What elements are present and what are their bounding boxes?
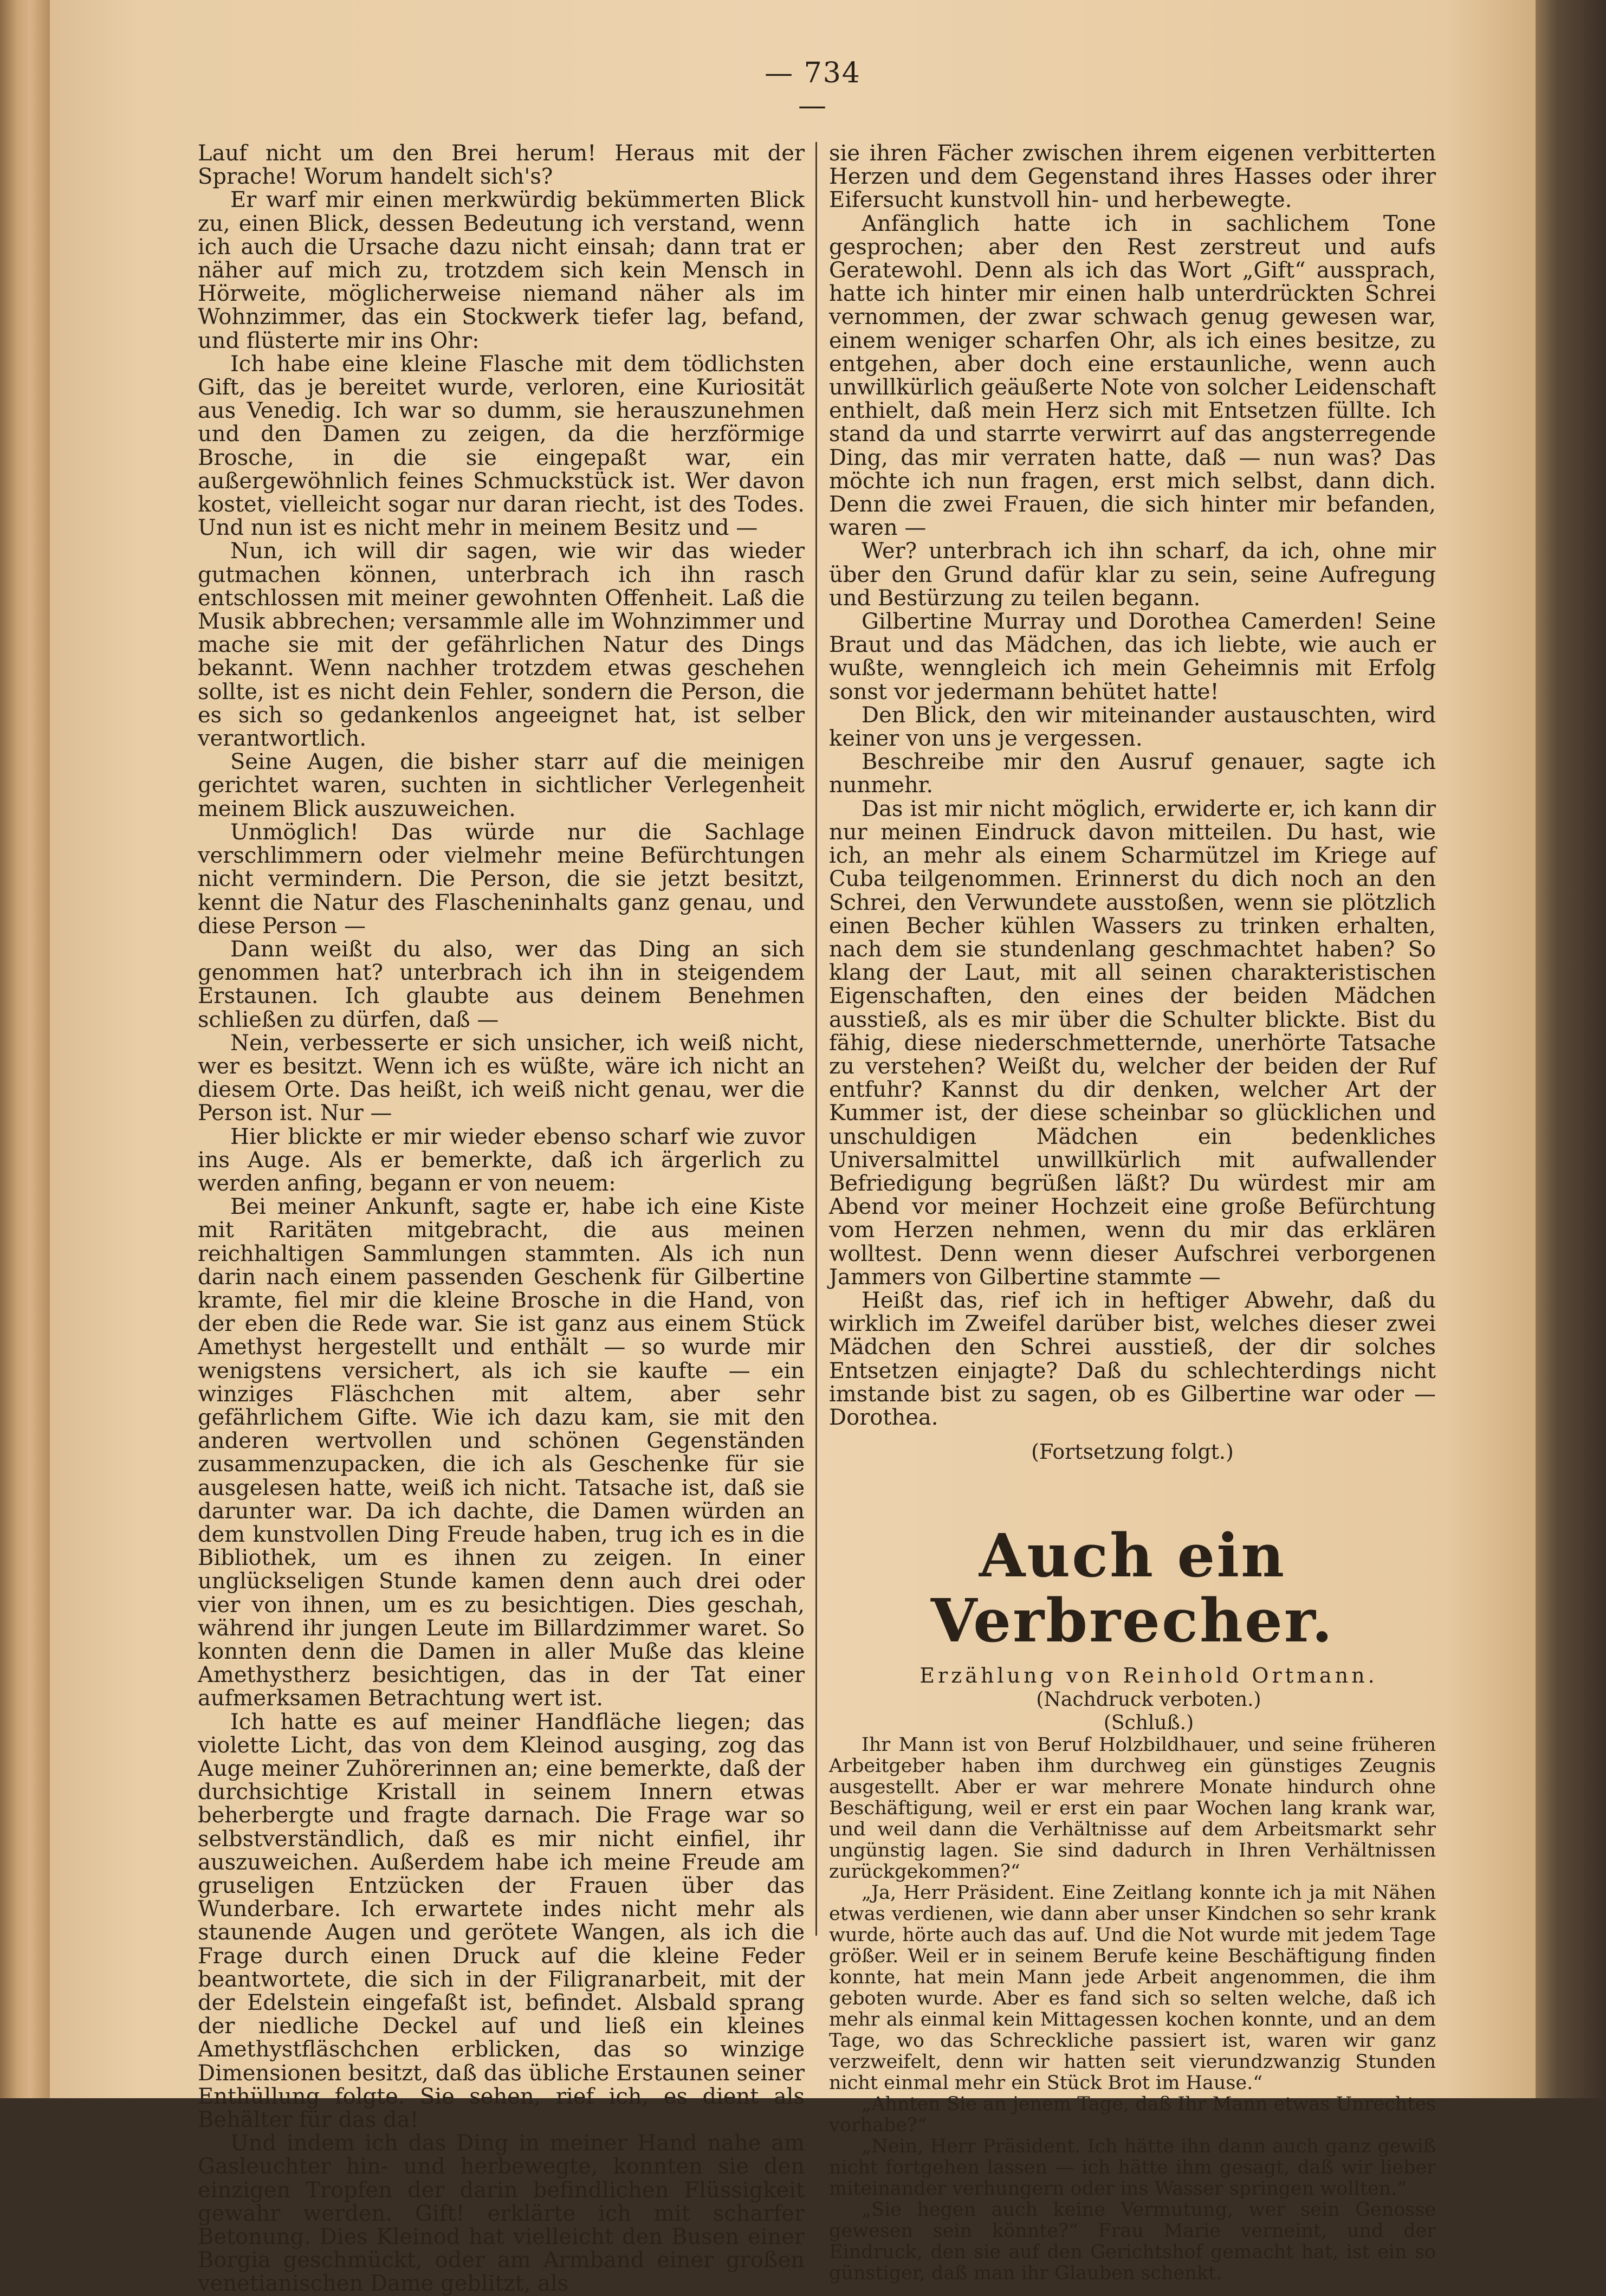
paragraph: Den Blick, den wir miteinander austauschten, wird keiner von uns je vergessen. bbox=[829, 702, 1436, 752]
paragraph: Ich hatte es auf meiner Handfläche liegen; das violette Licht, das von dem Kleinod ausging, zog das Auge meiner Zuhörerinnen an; eine bemerkte, daß der durchsichtige Kristall in seinem Innern etwas beherbergte und fragte darnach. Die Frage war so selbstverständlich, daß es mir nicht einfiel, ihr auszuweichen. Außerdem habe ich meine Freude am gruseligen Entzücken der Frauen über das Wunderbare. Ich erwartete indes nicht mehr als staunende Augen und gerötete Wangen, als ich die Frage durch einen Druck auf die kleine Feder beantwortete, die sich in der Filigranarbeit, mit der der Edelstein eingefaßt ist, befindet. Alsbald sprang der niedliche Deckel auf und ließ ein kleines Amethystfläschchen erblicken, das so winzige Dimensionen besitzt, daß das übliche Erstaunen seiner Enthüllung folgte. Sie sehen, rief ich, es dient als Behälter für das da! bbox=[198, 1709, 805, 2133]
paragraph: „Ja, Herr Präsident. Eine Zeitlang konnte ich ja mit Nähen etwas verdienen, wie dann aber unser Kindchen so sehr krank wurde, hörte auch das auf. Und die Not wurde mit jedem Tage größer. Weil er in seinem Berufe keine Beschäftigung finden konnte, hat mein Mann jede Arbeit angenommen, die ihm geboten wurde. Aber es fand sich so selten welche, daß ich mehr als einmal kein Mittagessen kochen konnte, und an dem Tage, wo das Schreckliche passiert ist, waren wir ganz verzweifelt, denn wir hatten seit vierundzwanzig Stunden nicht einmal mehr ein Stück Brot im Hause.“ bbox=[829, 1881, 1436, 2094]
paragraph: Unmöglich! Das würde nur die Sachlage verschlimmern oder vielmehr meine Befürchtungen nicht vermindern. Die Person, die sie jetzt besitzt, kennt die Natur des Flascheninhalts ganz genau, und diese Person — bbox=[198, 819, 805, 939]
paragraph: „Ahnten Sie an jenem Tage, daß Ihr Mann etwas Unrechtes vorhabe?“ bbox=[829, 2093, 1436, 2136]
paragraph: Wer? unterbrach ich ihn scharf, da ich, ohne mir über den Grund dafür klar zu sein, seine Aufregung und Bestürzung zu teilen begann. bbox=[829, 539, 1436, 611]
paragraph: Hier blickte er mir wieder ebenso scharf wie zuvor ins Auge. Als er bemerkte, daß ich ärgerlich zu werden anfing, begann er von neuem: bbox=[198, 1124, 805, 1196]
paragraph: „Sie hegen auch keine Vermutung, wer sein Genosse gewesen sein könnte?“ Frau Marie verneint, und der Eindruck, den sie auf den Gerichtshof gemacht hat, ist ein so günstiger, daß man ihr Glauben schenkt. bbox=[829, 2198, 1436, 2284]
paragraph: Nein, verbesserte er sich unsicher, ich weiß nicht, wer es besitzt. Wenn ich es wüßte, wäre ich nicht an diesem Orte. Das heißt, ich weiß nicht genau, wer die Person ist. Nur — bbox=[198, 1030, 805, 1126]
paragraph: Heißt das, rief ich in heftiger Abwehr, daß du wirklich im Zweifel darüber bist, welches dieser zwei Mädchen den Schrei ausstieß, der dir solches Entsetzen einjagte? Daß du schlechterdings nicht imstande bist zu sagen, ob es Gilbertine war oder — Dorothea. bbox=[829, 1288, 1436, 1430]
left-column bbox=[198, 142, 805, 2296]
rights-note: (Nachdruck verboten.) bbox=[1036, 1688, 1261, 1711]
story-part-label: (Schluß.) bbox=[1103, 1711, 1194, 1734]
paragraph: Ihr Mann ist von Beruf Holzbildhauer, und seine früheren Arbeitgeber haben ihm durchweg ein günstiges Zeugnis ausgestellt. Aber er war mehrere Monate hindurch ohne Beschäftigung, weil er erst ein paar Wochen lang krank war, und weil dann die Verhältnisse auf dem Arbeitsmarkt sehr ungünstig lagen. Sie sind dadurch in Ihren Verhältnissen zurückgekommen?“ bbox=[829, 1734, 1436, 1883]
book-page-stack-left bbox=[0, 0, 50, 2098]
paragraph: Nun, ich will dir sagen, wie wir das wieder gutmachen können, unterbrach ich ihn rasch entschlossen mit meiner gewohnten Offenheit. Laß die Musik abbrechen; versammle alle im Wohnzimmer und mache sie mit der gefährlichen Natur des Dings bekannt. Wenn nachher trotzdem etwas geschehen sollte, ist es nicht dein Fehler, sondern die Person, die es sich so gedankenlos angeeignet hat, ist selber verantwortlich. bbox=[198, 539, 805, 752]
paragraph: Lauf nicht um den Brei herum! Heraus mit der Sprache! Worum handelt sich's? bbox=[198, 141, 805, 190]
paragraph: „Nein, Herr Präsident. Ich hätte ihn dann auch ganz gewiß nicht fortgehen lassen — ich hätte ihm gesagt, daß wir lieber miteinander verhungern oder ins Wasser springen wollten.“ bbox=[829, 2135, 1436, 2200]
paragraph: Bei meiner Ankunft, sagte er, habe ich eine Kiste mit Raritäten mitgebracht, die aus meinen reichhaltigen Sammlungen stammten. Als ich nun darin nach einem passenden Geschenk für Gilbertine kramte, fiel mir die kleine Brosche in die Hand, von der eben die Rede war. Sie ist ganz aus einem Stück Amethyst hergestellt und enthält — so wurde mir wenigstens versichert, als ich sie kaufte — ein winziges Fläschchen mit altem, aber sehr gefährlichem Gifte. Wie ich dazu kam, sie mit den anderen wertvollen und schönen Gegenständen zusammenzupacken, die ich als Geschenke für sie ausgelesen hatte, weiß ich nicht. Tatsache ist, daß sie darunter war. Da ich dachte, die Damen würden an dem kunstvollen Ding Freude haben, trug ich es in die Bibliothek, um es ihnen zu zeigen. In einer unglückseligen Stunde kamen denn auch drei oder vier von ihnen, um es zu besichtigen. Dies geschah, während ihr jungen Leute im Billardzimmer waret. So konnten denn die Damen in aller Muße das kleine Amethystherz besichtigen, das in der Tat einer aufmerksamen Betrachtung wert ist. bbox=[198, 1194, 805, 1711]
paragraph: Gilbertine Murray und Dorothea Camerden! Seine Braut und das Mädchen, das ich liebte, wie auch er wußte, wenngleich ich mein Geheimnis mit Erfolg sonst vor jedermann behütet hatte! bbox=[829, 609, 1436, 704]
page-number: — 734 — bbox=[765, 57, 861, 122]
paragraph: Anfänglich hatte ich in sachlichem Tone gesprochen; aber den Rest zerstreut und aufs Geratewohl. Denn als ich das Wort „Gift“ aussprach, hatte ich hinter mir einen halb unterdrückten Schrei vernommen, der zwar schwach genug gewesen war, einem weniger scharfen Ohr, als ich eines besitze, zu entgehen, aber doch eine erstaunliche, wenn auch unwillkürlich geäußerte Note von solcher Leidenschaft enthielt, daß mein Herz sich mit Entsetzen füllte. Ich stand da und starrte verwirrt auf das angsterregende Ding, das mir verraten hatte, daß — nun was? Das möchte ich nun fragen, erst mich selbst, dann dich. Denn die zwei Frauen, die sich hinter mir befanden, waren — bbox=[829, 211, 1436, 541]
paragraph: Seine Augen, die bisher starr auf die meinigen gerichtet waren, suchten in sichtlicher Verlegenheit meinem Blick auszuweichen. bbox=[198, 749, 805, 822]
story-title: Auch ein Verbrecher. bbox=[930, 1521, 1335, 1656]
story-byline: Erzählung von Reinhold Ortmann. bbox=[919, 1664, 1378, 1688]
column-divider bbox=[815, 142, 817, 1936]
paragraph: Das ist mir nicht möglich, erwiderte er, ich kann dir nur meinen Eindruck davon mitteilen. Du hast, wie ich, an mehr als einem Scharmützel im Kriege auf Cuba teilgenommen. Erinnerst du dich noch an den Schrei, den Verwundete ausstoßen, wenn sie plötzlich einen Becher kühlen Wassers zu trinken erhalten, nach dem sie stundenlang geschmachtet haben? So klang der Laut, mit all seinen charakteristischen Eigenschaften, den eines der beiden Mädchen ausstieß, als es mir über die Schulter blickte. Bist du fähig, diese niederschmetternde, unerhörte Tatsache zu verstehen? Weißt du, welcher der beiden der Ruf entfuhr? Kannst du dir denken, welcher Art der Kummer ist, der diese scheinbar so glücklichen und unschuldigen Mädchen ein bedenkliches Universalmittel unwillkürlich mit aufwallender Befriedigung begrüßen läßt? Du würdest mir am Abend vor meiner Hochzeit eine große Befürchtung vom Herzen nehmen, wenn du mir das erklären wolltest. Denn wenn dieser Aufschrei verborgenen Jammers von Gilbertine stammte — bbox=[829, 796, 1436, 1290]
story-body bbox=[829, 1735, 1436, 2284]
continuation-note: (Fortsetzung folgt.) bbox=[1031, 1440, 1234, 1464]
book-gutter-right bbox=[1536, 0, 1606, 2098]
right-column bbox=[829, 142, 1436, 2284]
paragraph: Ich habe eine kleine Flasche mit dem tödlichsten Gift, das je bereitet wurde, verloren, eine Kuriosität aus Venedig. Ich war so dumm, sie herauszunehmen und den Damen zu zeigen, da die herzförmige Brosche, in die sie eingepaßt war, ein außergewöhnlich feines Schmuckstück ist. Wer davon kostet, vielleicht sogar nur daran riecht, ist des Todes. Und nun ist es nicht mehr in meinem Besitz und — bbox=[198, 351, 805, 541]
paragraph: Er warf mir einen merkwürdig bekümmerten Blick zu, einen Blick, dessen Bedeutung ich verstand, wenn ich auch die Ursache dazu nicht einsah; dann trat er näher auf mich zu, trotzdem sich kein Mensch in Hörweite, möglicherweise niemand näher als im Wohnzimmer, das ein Stockwerk tiefer lag, befand, und flüsterte mir ins Ohr: bbox=[198, 187, 805, 353]
paragraph: Dann weißt du also, wer das Ding an sich genommen hat? unterbrach ich ihn in steigendem Erstaunen. Ich glaubte aus deinem Benehmen schließen zu dürfen, daß — bbox=[198, 936, 805, 1032]
paragraph: sie ihren Fächer zwischen ihrem eigenen verbitterten Herzen und dem Gegenstand ihres Hasses oder ihrer Eifersucht kunstvoll hin- und herbewegte. bbox=[829, 141, 1436, 213]
paragraph: Und indem ich das Ding in meiner Hand nahe am Gasleuchter hin- und herbewegte, konnten sie den einzigen Tropfen der darin befindlichen Flüssigkeit gewahr werden. Gift! erklärte ich mit scharfer Betonung. Dies Kleinod hat vielleicht den Busen einer Borgia geschmückt, oder am Armband einer großen venetianischen Dame geblitzt, als bbox=[198, 2131, 805, 2296]
paragraph: Beschreibe mir den Ausruf genauer, sagte ich nunmehr. bbox=[829, 749, 1436, 798]
